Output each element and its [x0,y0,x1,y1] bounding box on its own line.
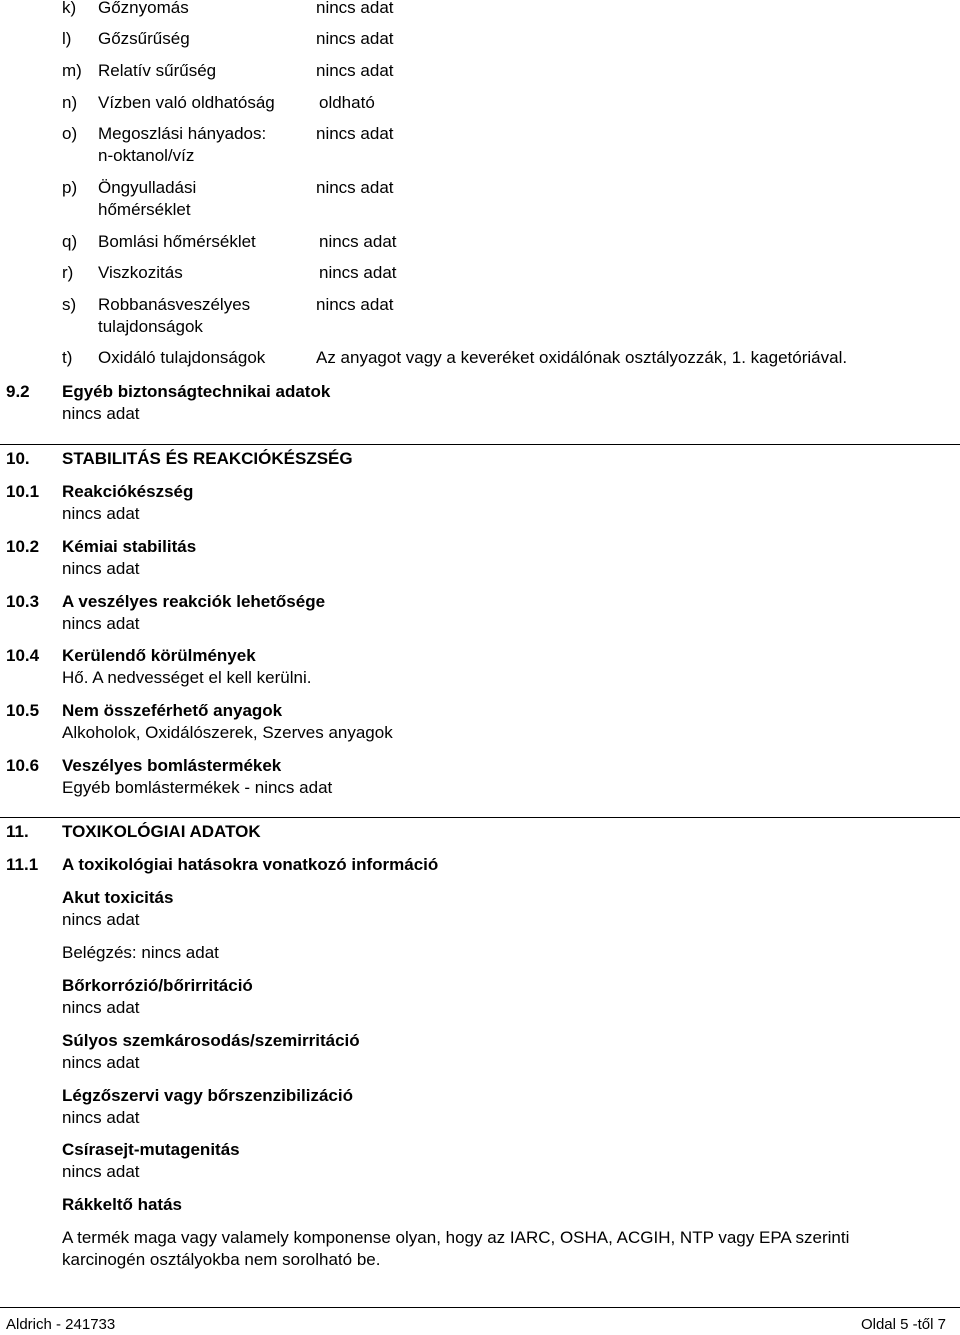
acute-toxicity-text: nincs adat [62,910,140,929]
property-name: hőmérséklet [98,200,191,219]
subsection-text: Hő. A nedvességet el kell kerülni. [62,668,312,687]
subsection-text: nincs adat [62,559,140,578]
section-text: nincs adat [62,404,140,423]
eye-damage-title: Súlyos szemkárosodás/szemirritáció [62,1031,360,1050]
property-value: nincs adat [316,29,394,48]
subsection-number: 10.1 [6,482,40,501]
carcinogenicity-text: A termék maga vagy valamely komponense olyan, hogy az IARC, OSHA, ACGIH, NTP vagy EPA szerinti [62,1228,850,1247]
property-name: n-oktanol/víz [98,146,195,165]
property-name: Gőznyomás [98,0,189,17]
subsection-number: 10.4 [6,646,40,665]
property-name: Robbanásveszélyes [98,295,251,314]
property-value: nincs adat [319,232,397,251]
subsection-number: 10.3 [6,592,40,611]
subsection-title: Nem összeférhető anyagok [62,701,283,720]
property-value: nincs adat [316,0,394,17]
subsection-text: nincs adat [62,504,140,523]
subsection-number: 10.2 [6,537,40,556]
property-value: nincs adat [316,124,394,143]
subsection-title: A toxikológiai hatásokra vonatkozó információ [62,855,439,874]
section-title: TOXIKOLÓGIAI ADATOK [62,822,261,841]
section-number: 10. [6,449,30,468]
footer-product: Aldrich - 241733 [6,1316,116,1333]
property-name: Relatív sűrűség [98,61,217,80]
subsection-number: 11.1 [6,855,39,874]
property-letter: t) [62,348,73,367]
section-number: 9.2 [6,382,30,401]
property-letter: q) [62,232,78,251]
subsection-text: Egyéb bomlástermékek - nincs adat [62,778,333,797]
property-name: Megoszlási hányados: [98,124,267,143]
section-divider [0,444,960,445]
eye-damage-text: nincs adat [62,1053,140,1072]
skin-corrosion-text: nincs adat [62,998,140,1017]
subsection-number: 10.6 [6,756,40,775]
property-letter: m) [62,61,82,80]
property-letter: o) [62,124,78,143]
footer-divider [0,1307,960,1308]
property-value: nincs adat [319,263,397,282]
section-title: STABILITÁS ÉS REAKCIÓKÉSZSÉG [62,449,353,468]
sensitisation-text: nincs adat [62,1108,140,1127]
subsection-title: Veszélyes bomlástermékek [62,756,282,775]
property-letter: l) [62,29,72,48]
sensitisation-title: Légzőszervi vagy bőrszenzibilizáció [62,1086,353,1105]
property-name: Öngyulladási [98,178,197,197]
property-name: tulajdonságok [98,317,203,336]
inhalation-text: Belégzés: nincs adat [62,943,219,962]
property-letter: n) [62,93,78,112]
property-letter: s) [62,295,77,314]
subsection-title: Kémiai stabilitás [62,537,197,556]
property-letter: p) [62,178,78,197]
skin-corrosion-title: Bőrkorrózió/bőrirritáció [62,976,253,995]
property-name: Bomlási hőmérséklet [98,232,256,251]
carcinogenicity-title: Rákkeltő hatás [62,1195,182,1214]
mutagenicity-title: Csírasejt-mutagenitás [62,1140,240,1159]
property-name: Oxidáló tulajdonságok [98,348,266,367]
property-name: Viszkozitás [98,263,183,282]
property-value: nincs adat [316,178,394,197]
subsection-text: Alkoholok, Oxidálószerek, Szerves anyagok [62,723,393,742]
subsection-title: Kerülendő körülmények [62,646,256,665]
section-divider [0,817,960,818]
property-letter: k) [62,0,77,17]
subsection-title: Reakciókészség [62,482,194,501]
subsection-title: A veszélyes reakciók lehetősége [62,592,326,611]
property-name: Gőzsűrűség [98,29,190,48]
property-name: Vízben való oldhatóság [98,93,275,112]
footer-page-number: Oldal 5 -től 7 [860,1316,946,1333]
section-title: Egyéb biztonságtechnikai adatok [62,382,331,401]
property-value: Az anyagot vagy a keveréket oxidálónak osztályozzák, 1. kagetóriával. [316,348,848,367]
property-value: nincs adat [316,61,394,80]
carcinogenicity-text: karcinogén osztályokba nem sorolható be. [62,1250,381,1269]
mutagenicity-text: nincs adat [62,1162,140,1181]
property-letter: r) [62,263,74,282]
acute-toxicity-title: Akut toxicitás [62,888,174,907]
subsection-text: nincs adat [62,614,140,633]
property-value: oldható [319,93,375,112]
property-value: nincs adat [316,295,394,314]
section-number: 11. [6,822,29,841]
subsection-number: 10.5 [6,701,40,720]
